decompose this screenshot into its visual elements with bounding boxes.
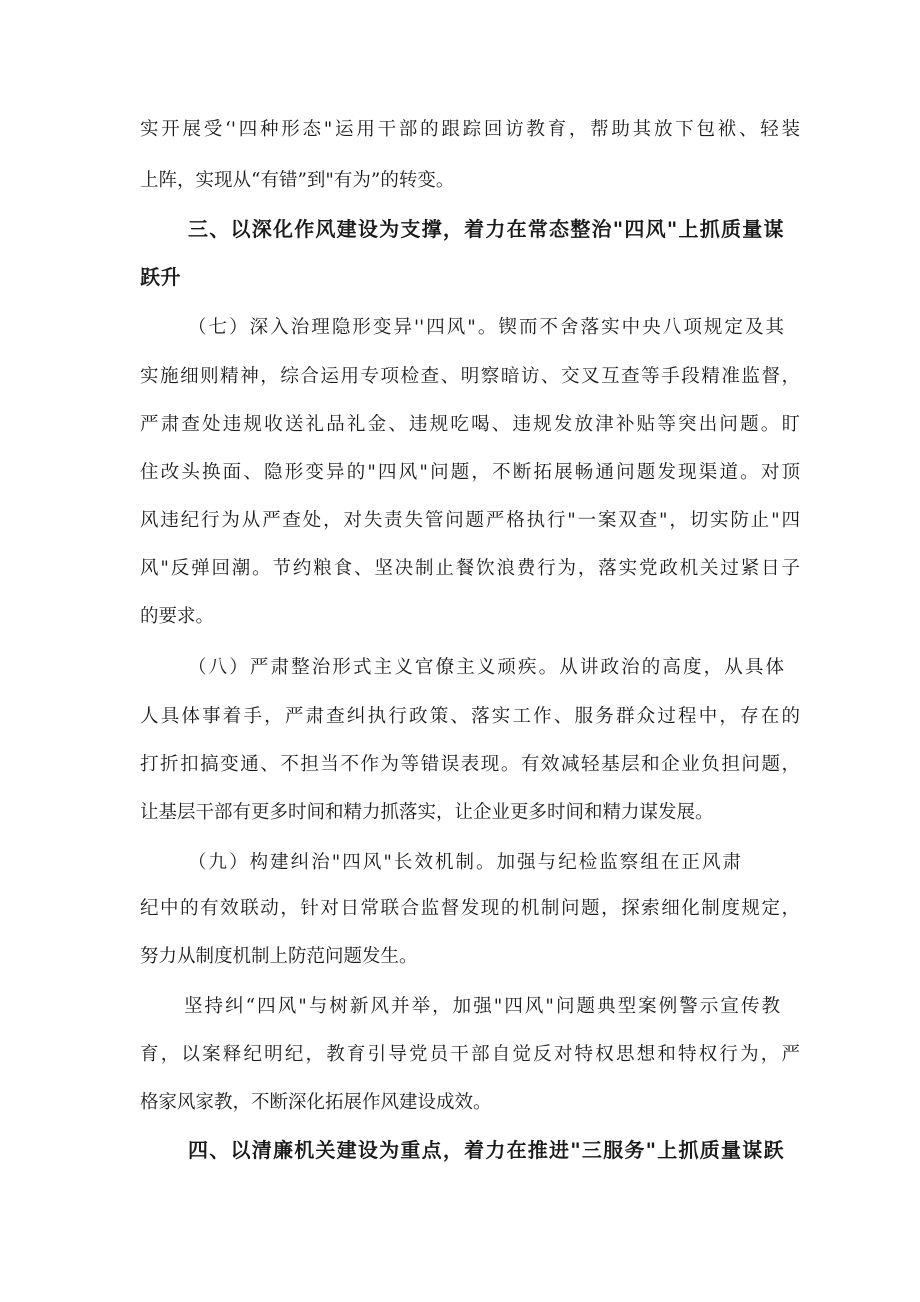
paragraph-heading-line: （九）构建纠治"四风"长效机制。加强与纪检监察组在正风肃: [188, 852, 741, 873]
body-line: 实开展受‘'四种形态"运用干部的跟踪回访教育，帮助其放下包袱、轻装: [140, 119, 800, 140]
body-line: 严肃查处违规收送礼品礼金、违规吃喝、违规发放津补贴等突出问题。盯: [140, 414, 800, 435]
body-line: 实施细则精神，综合运用专项检查、明察暗访、交叉互查等手段精准监督，: [140, 366, 800, 387]
body-line: 格家风家教，不断深化拓展作风建设成效。: [140, 1092, 492, 1113]
section-heading-continuation: 跃升: [140, 265, 181, 289]
body-line: 努力从制度机制上防范问题发生。: [140, 946, 418, 967]
paragraph-heading-line: （八）严肃整治形式主义官僚主义顽疾。从讲政治的高度，从具体: [188, 657, 784, 678]
body-line: 打折扣搞变通、不担当不作为等错误表现。有效减轻基层和企业负担问题，: [140, 754, 800, 775]
body-line: 风违纪行为从严查处，对失责失管问题严格执行"一案双查"，切实防止"四: [140, 510, 800, 531]
body-line: 上阵，实现从“有错”到"有为”的转变。: [140, 170, 455, 191]
body-line: 人具体事着手，严肃查纠执行政策、落实工作、服务群众过程中，存在的: [140, 706, 800, 727]
section-heading: 四、以清廉机关建设为重点，着力在推进"三服务"上抓质量谋跃: [188, 1138, 784, 1162]
paragraph-heading-line: （七）深入治理隐形变异''四风"。锲而不舍落实中央八项规定及其: [188, 317, 784, 338]
body-line: 育，以案释纪明纪，教育引导党员干部自觉反对特权思想和特权行为，严: [140, 1044, 800, 1065]
body-line: 坚持纠“四风"与树新风并举，加强"四风"问题典型案例警示宣传教: [184, 996, 780, 1017]
body-line: 的要求。: [140, 606, 215, 627]
body-line: 风"反弹回潮。节约粮食、坚决制止餐饮浪费行为，落实党政机关过紧日子: [140, 558, 800, 579]
section-heading: 三、以深化作风建设为支撑，着力在常态整治"四风"上抓质量谋: [188, 217, 784, 241]
body-line: 纪中的有效联动，针对日常联合监督发现的机制问题，探索细化制度规定，: [140, 898, 800, 919]
body-line: 住改头换面、隐形变异的"四风"问题，不断拓展畅通问题发现渠道。对顶: [140, 462, 800, 483]
body-line: 让基层干部有更多时间和精力抓落实，让企业更多时间和精力谋发展。: [140, 802, 714, 823]
